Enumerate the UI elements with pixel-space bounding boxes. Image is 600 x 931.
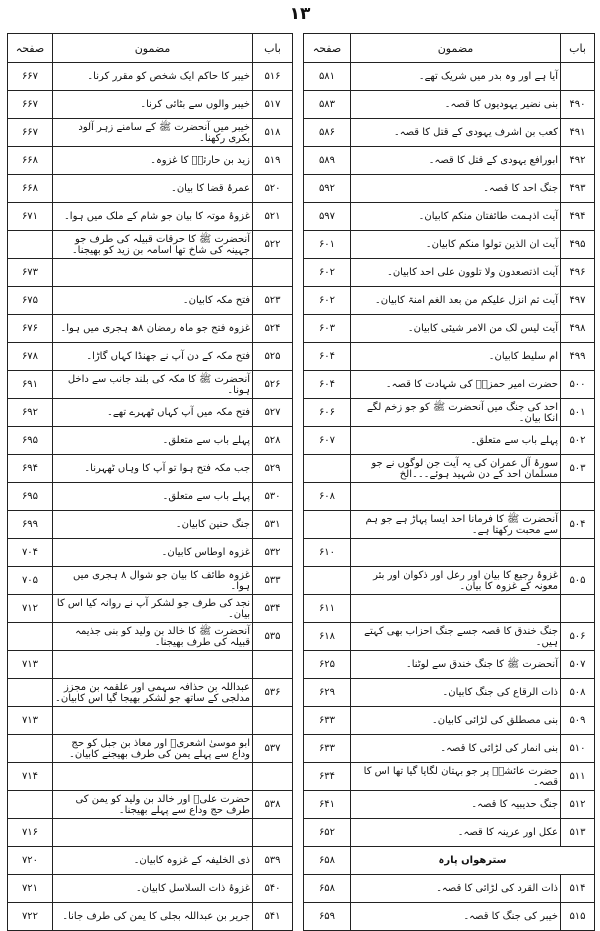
entry-chapter [253,707,293,735]
entry-subject: ام سلیط کابیان۔ [351,343,561,371]
toc-row [304,483,595,511]
toc-row [304,651,595,679]
page-number: ۱۳ [289,4,311,24]
entry-subject [53,259,253,287]
toc-row [304,735,595,763]
entry-subject: پہلے باب سے متعلق۔ [53,427,253,455]
entry-page [304,455,351,483]
toc-row [8,903,293,931]
entry-subject: خیبر والوں سے بٹائی کرنا۔ [53,91,253,119]
toc-row [304,147,595,175]
entry-chapter: ۴۹۳ [561,175,595,203]
entry-chapter: ۵۳۷ [253,735,293,763]
entry-subject: آنحضرت ﷺ کا مکہ کی بلند جانب سے داخل ہونا۔ [53,371,253,399]
entry-subject: بنی مصطلق کی لڑائی کابیان۔ [351,707,561,735]
entry-page: ۶۴۱ [304,791,351,819]
toc-row [8,399,293,427]
entry-page: ۶۲۵ [304,651,351,679]
entry-subject: خیبر کا حاکم ایک شخص کو مقرر کرنا۔ [53,63,253,91]
entry-chapter [253,819,293,847]
entry-chapter: ۵۲۱ [253,203,293,231]
entry-subject [351,483,561,511]
entry-subject: ذات القرد کی لڑائی کا قصہ۔ [351,875,561,903]
toc-row [304,119,595,147]
entry-chapter: ۵۰۵ [561,567,595,595]
entry-page: ۵۸۳ [304,91,351,119]
entry-chapter: ۵۴۱ [253,903,293,931]
entry-page: ۶۰۳ [304,315,351,343]
entry-subject: حضرت علیؓ اور خالد بن ولید کو یمن کی طرف حج وداع سے پہلے بھیجنا۔ [53,791,253,819]
entry-page: ۶۷۱ [8,203,53,231]
toc-row [8,651,293,679]
entry-page: ۶۶۸ [8,147,53,175]
entry-chapter: ۵۳۱ [253,511,293,539]
toc-row [8,91,293,119]
entry-subject: آیا ہے اور وہ بدر میں شریک تھے۔ [351,63,561,91]
entry-subject: آنحضرت ﷺ کا جنگ خندق سے لوٹنا۔ [351,651,561,679]
entry-subject: آیت ثم انزل علیکم من بعد الغم امنۃ کابیان۔ [351,287,561,315]
entry-subject: آنحضرت ﷺ کا خالد بن ولید کو بنی جذیمہ قبیلہ کی طرف بھیجنا۔ [53,623,253,651]
entry-chapter: ۵۲۰ [253,175,293,203]
toc-row [8,847,293,875]
entry-subject: آیت لیس لک من الامر شیئی کابیان۔ [351,315,561,343]
toc-row [304,399,595,427]
entry-page: ۶۰۶ [304,399,351,427]
entry-chapter [561,539,595,567]
entry-chapter: ۵۴۰ [253,875,293,903]
entry-page: ۶۰۴ [304,371,351,399]
entry-chapter [561,595,595,623]
toc-row [8,231,293,259]
entry-subject: غزوۂ موتہ کا بیان جو شام کے ملک میں ہوا۔ [53,203,253,231]
entry-subject: جریر بن عبداللہ بجلی کا یمن کی طرف جانا۔ [53,903,253,931]
entry-subject: غزوہ طائف کا بیان جو شوال ۸ ہجری میں ہوا۔ [53,567,253,595]
entry-chapter: ۵۱۹ [253,147,293,175]
entry-page: ۶۰۸ [304,483,351,511]
entry-page: ۷۱۳ [8,651,53,679]
entry-chapter: ۵۰۷ [561,651,595,679]
header-subject: مضمون [53,34,253,63]
toc-table-right [303,33,595,931]
toc-row [8,791,293,819]
entry-subject: عبداللہ بن حذافہ سہمی اور علقمہ بن مجزز مدلجی کے ساتھ جو لشکر بھیجا گیا اس کابیان۔ [53,679,253,707]
entry-page: ۶۲۹ [304,679,351,707]
entry-subject: فتح مکہ میں آپ کہاں ٹھہرے تھے۔ [53,399,253,427]
header-page: صفحہ [304,34,351,63]
toc-row [8,763,293,791]
entry-chapter: ۵۲۴ [253,315,293,343]
entry-page: ۶۱۱ [304,595,351,623]
entry-subject: ذات الرقاع کی جنگ کابیان۔ [351,679,561,707]
entry-page: ۵۹۷ [304,203,351,231]
entry-chapter: ۵۰۱ [561,399,595,427]
entry-chapter: ۵۳۲ [253,539,293,567]
entry-subject: زید بن حارثہؓ کا غزوہ۔ [53,147,253,175]
entry-page: ۶۶۷ [8,91,53,119]
toc-row [8,203,293,231]
entry-chapter [253,259,293,287]
entry-page: ۵۸۶ [304,119,351,147]
entry-chapter: ۴۹۰ [561,91,595,119]
entry-page: ۶۶۷ [8,63,53,91]
entry-chapter: ۴۹۶ [561,259,595,287]
entry-chapter: ۴۹۹ [561,343,595,371]
toc-row [8,819,293,847]
entry-subject [53,819,253,847]
entry-subject: جنگ حدیبیہ کا قصہ۔ [351,791,561,819]
header-chapter: باب [561,34,595,63]
toc-row [8,567,293,595]
entry-chapter: ۵۰۰ [561,371,595,399]
entry-chapter: ۵۰۴ [561,511,595,539]
entry-subject: احد کی جنگ میں آنحضرت ﷺ کو جو زخم لگے انکا بیان۔ [351,399,561,427]
toc-row [304,875,595,903]
section-heading: سترھواں پارہ [351,847,595,875]
entry-subject: خیبر کی جنگ کا قصہ۔ [351,903,561,931]
entry-chapter: ۵۲۸ [253,427,293,455]
entry-chapter: ۵۳۵ [253,623,293,651]
entry-subject: نجد کی طرف جو لشکر آپ نے روانہ کیا اس کا بیان۔ [53,595,253,623]
entry-page: ۶۹۲ [8,399,53,427]
toc-row [304,287,595,315]
entry-page: ۷۱۳ [8,707,53,735]
toc-row [8,707,293,735]
entry-page: ۶۱۸ [304,623,351,651]
toc-table-left [7,33,293,931]
entry-page: ۶۵۲ [304,819,351,847]
entry-page: ۶۷۵ [8,287,53,315]
entry-page: ۶۰۴ [304,343,351,371]
toc-row [8,287,293,315]
entry-page: ۷۰۴ [8,539,53,567]
section-row [304,847,595,875]
toc-row [304,231,595,259]
entry-chapter: ۵۲۶ [253,371,293,399]
entry-subject: جنگ حنین کابیان۔ [53,511,253,539]
entry-page [8,623,53,651]
entry-chapter: ۵۱۵ [561,903,595,931]
entry-page: ۶۰۱ [304,231,351,259]
entry-page: ۶۷۶ [8,315,53,343]
entry-subject: جنگ خندق کا قصہ جسے جنگ احزاب بھی کہتے ہیں۔ [351,623,561,651]
entry-page: ۶۰۲ [304,259,351,287]
toc-row [304,511,595,539]
entry-page: ۶۹۵ [8,483,53,511]
toc-row [304,903,595,931]
entry-subject: فتح مکہ کے دن آپ نے جھنڈا کہاں گاڑا۔ [53,343,253,371]
entry-page: ۷۲۰ [8,847,53,875]
entry-subject: جنگ احد کا قصہ۔ [351,175,561,203]
entry-page: ۶۷۸ [8,343,53,371]
entry-subject [351,539,561,567]
entry-page [8,735,53,763]
entry-subject: آیت ان الذین تولوا منکم کابیان۔ [351,231,561,259]
toc-row [304,315,595,343]
entry-page: ۶۵۹ [304,903,351,931]
entry-chapter: ۵۳۴ [253,595,293,623]
toc-row [304,791,595,819]
entry-subject: حضرت امیر حمزہؓ کی شہادت کا قصہ۔ [351,371,561,399]
entry-chapter: ۴۹۴ [561,203,595,231]
entry-subject: کعب بن اشرف یہودی کے قتل کا قصہ۔ [351,119,561,147]
entry-subject: بنی انمار کی لڑائی کا قصہ۔ [351,735,561,763]
table-header-row [304,34,595,63]
table-header-row [8,34,293,63]
entry-page: ۶۹۹ [8,511,53,539]
toc-row [8,595,293,623]
entry-subject: سورۂ آل عمران کی یہ آیت جن لوگوں نے جو مسلمان احد کے دن شہید ہوئے۔۔۔الخ [351,455,561,483]
entry-subject: جب مکہ فتح ہوا تو آپ کا وہاں ٹھہرنا۔ [53,455,253,483]
toc-row [304,623,595,651]
toc-row [8,875,293,903]
toc-row [304,595,595,623]
toc-row [8,511,293,539]
toc-row [8,147,293,175]
toc-row [8,175,293,203]
entry-subject: حضرت عائشہؓ پر جو بہتان لگایا گیا تھا اس کا قصہ۔ [351,763,561,791]
entry-page: ۶۳۳ [304,735,351,763]
entry-chapter: ۵۲۷ [253,399,293,427]
entry-page: ۵۹۲ [304,175,351,203]
entry-chapter: ۵۱۶ [253,63,293,91]
toc-row [8,63,293,91]
entry-chapter: ۵۳۸ [253,791,293,819]
entry-chapter: ۵۰۲ [561,427,595,455]
entry-subject: غزوۂ ذات السلاسل کابیان۔ [53,875,253,903]
entry-page [8,679,53,707]
entry-subject: ابورافع یہودی کے قتل کا قصہ۔ [351,147,561,175]
entry-subject: پہلے باب سے متعلق۔ [53,483,253,511]
entry-subject: ذی الخلیفہ کے غزوہ کابیان۔ [53,847,253,875]
entry-page: ۷۱۶ [8,819,53,847]
entry-chapter [253,763,293,791]
entry-chapter: ۴۹۱ [561,119,595,147]
toc-row [304,63,595,91]
entry-chapter: ۵۳۰ [253,483,293,511]
entry-chapter: ۵۱۸ [253,119,293,147]
entry-chapter: ۵۰۶ [561,623,595,651]
toc-row [8,315,293,343]
entry-page: ۶۵۸ [304,875,351,903]
toc-row [8,259,293,287]
header-chapter: باب [253,34,293,63]
entry-subject: غزوۂ رجیع کا بیان اور رعل اور ذکوان اور بئر معونہ کے غزوہ کا بیان۔ [351,567,561,595]
entry-page: ۶۹۵ [8,427,53,455]
entry-subject: غزوہ فتح جو ماہ رمضان ۸ھ ہجری میں ہوا۔ [53,315,253,343]
entry-subject: عمرۂ قضا کا بیان۔ [53,175,253,203]
entry-subject: آیت اذتصعدون ولا تلوون علی احد کابیان۔ [351,259,561,287]
toc-row [8,539,293,567]
entry-page: ۷۱۴ [8,763,53,791]
entry-page: ۷۲۲ [8,903,53,931]
header-subject: مضمون [351,34,561,63]
entry-subject: بنی نضیر یہودیوں کا قصہ۔ [351,91,561,119]
entry-page: ۶۹۱ [8,371,53,399]
toc-row [304,539,595,567]
toc-row [304,679,595,707]
entry-page: ۶۹۴ [8,455,53,483]
entry-page [304,511,351,539]
entry-chapter: ۵۲۹ [253,455,293,483]
toc-row [304,175,595,203]
entry-page: ۶۱۰ [304,539,351,567]
entry-chapter: ۵۲۲ [253,231,293,259]
entry-chapter: ۵۰۹ [561,707,595,735]
entry-page: ۶۰۲ [304,287,351,315]
entry-page: ۶۳۳ [304,707,351,735]
toc-row [304,427,595,455]
entry-subject: ابو موسیٰ اشعریؓ اور معاذ بن جبل کو حج وداع سے پہلے یمن کی طرف بھیجنے کابیان۔ [53,735,253,763]
entry-subject: پہلے باب سے متعلق۔ [351,427,561,455]
entry-subject: آنحضرت ﷺ کا حرقات قبیلہ کی طرف جو جہینہ کی شاخ تھا اسامہ بن زید کو بھیجنا۔ [53,231,253,259]
toc-row [304,371,595,399]
toc-row [304,763,595,791]
toc-row [8,119,293,147]
toc-row [304,91,595,119]
entry-subject: آنحضرت ﷺ کا فرمانا احد ایسا پہاڑ ہے جو ہم سے محبت رکھتا ہے۔ [351,511,561,539]
toc-row [8,623,293,651]
header-page: صفحہ [8,34,53,63]
entry-chapter: ۵۱۱ [561,763,595,791]
toc-row [304,455,595,483]
toc-table-right-body [304,34,595,931]
entry-page: ۷۲۱ [8,875,53,903]
entry-chapter: ۴۹۲ [561,147,595,175]
entry-page: ۷۱۲ [8,595,53,623]
entry-page: ۶۰۷ [304,427,351,455]
toc-row [8,455,293,483]
entry-page [8,231,53,259]
entry-subject: فتح مکہ کابیان۔ [53,287,253,315]
toc-row [304,259,595,287]
toc-row [304,203,595,231]
toc-row [8,371,293,399]
toc-row [304,819,595,847]
entry-page: ۷۰۵ [8,567,53,595]
entry-chapter [561,483,595,511]
entry-chapter: ۵۳۹ [253,847,293,875]
toc-table-left-body [8,34,293,931]
toc-row [8,679,293,707]
toc-row [8,483,293,511]
entry-page [304,567,351,595]
toc-row [8,735,293,763]
entry-subject: خیبر میں آنحضرت ﷺ کے سامنے زہر آلود بکری رکھنا۔ [53,119,253,147]
entry-page: ۵۸۹ [304,147,351,175]
toc-row [8,343,293,371]
toc-row [304,343,595,371]
entry-chapter: ۵۲۳ [253,287,293,315]
entry-page: ۵۸۱ [304,63,351,91]
entry-chapter [561,63,595,91]
entry-chapter: ۵۲۵ [253,343,293,371]
entry-subject [53,651,253,679]
entry-chapter: ۵۳۳ [253,567,293,595]
toc-row [8,427,293,455]
entry-subject: غزوہ اوطاس کابیان۔ [53,539,253,567]
toc-row [304,707,595,735]
entry-page: ۶۵۸ [304,847,351,875]
entry-chapter: ۴۹۷ [561,287,595,315]
entry-subject [53,707,253,735]
entry-chapter [253,651,293,679]
entry-subject [351,595,561,623]
entry-chapter: ۵۱۷ [253,91,293,119]
entry-subject [53,763,253,791]
entry-page: ۶۷۳ [8,259,53,287]
entry-chapter: ۵۱۲ [561,791,595,819]
entry-chapter: ۴۹۵ [561,231,595,259]
entry-chapter: ۵۱۴ [561,875,595,903]
entry-chapter: ۵۱۳ [561,819,595,847]
toc-row [304,567,595,595]
entry-page: ۶۶۷ [8,119,53,147]
entry-chapter: ۵۱۰ [561,735,595,763]
entry-chapter: ۵۰۳ [561,455,595,483]
entry-chapter: ۵۳۶ [253,679,293,707]
entry-page [8,791,53,819]
entry-subject: آیت اذہمت طائفتان منکم کابیان۔ [351,203,561,231]
entry-page: ۶۶۸ [8,175,53,203]
entry-subject: عکل اور عرینہ کا قصہ۔ [351,819,561,847]
entry-page: ۶۳۴ [304,763,351,791]
entry-chapter: ۵۰۸ [561,679,595,707]
entry-chapter: ۴۹۸ [561,315,595,343]
